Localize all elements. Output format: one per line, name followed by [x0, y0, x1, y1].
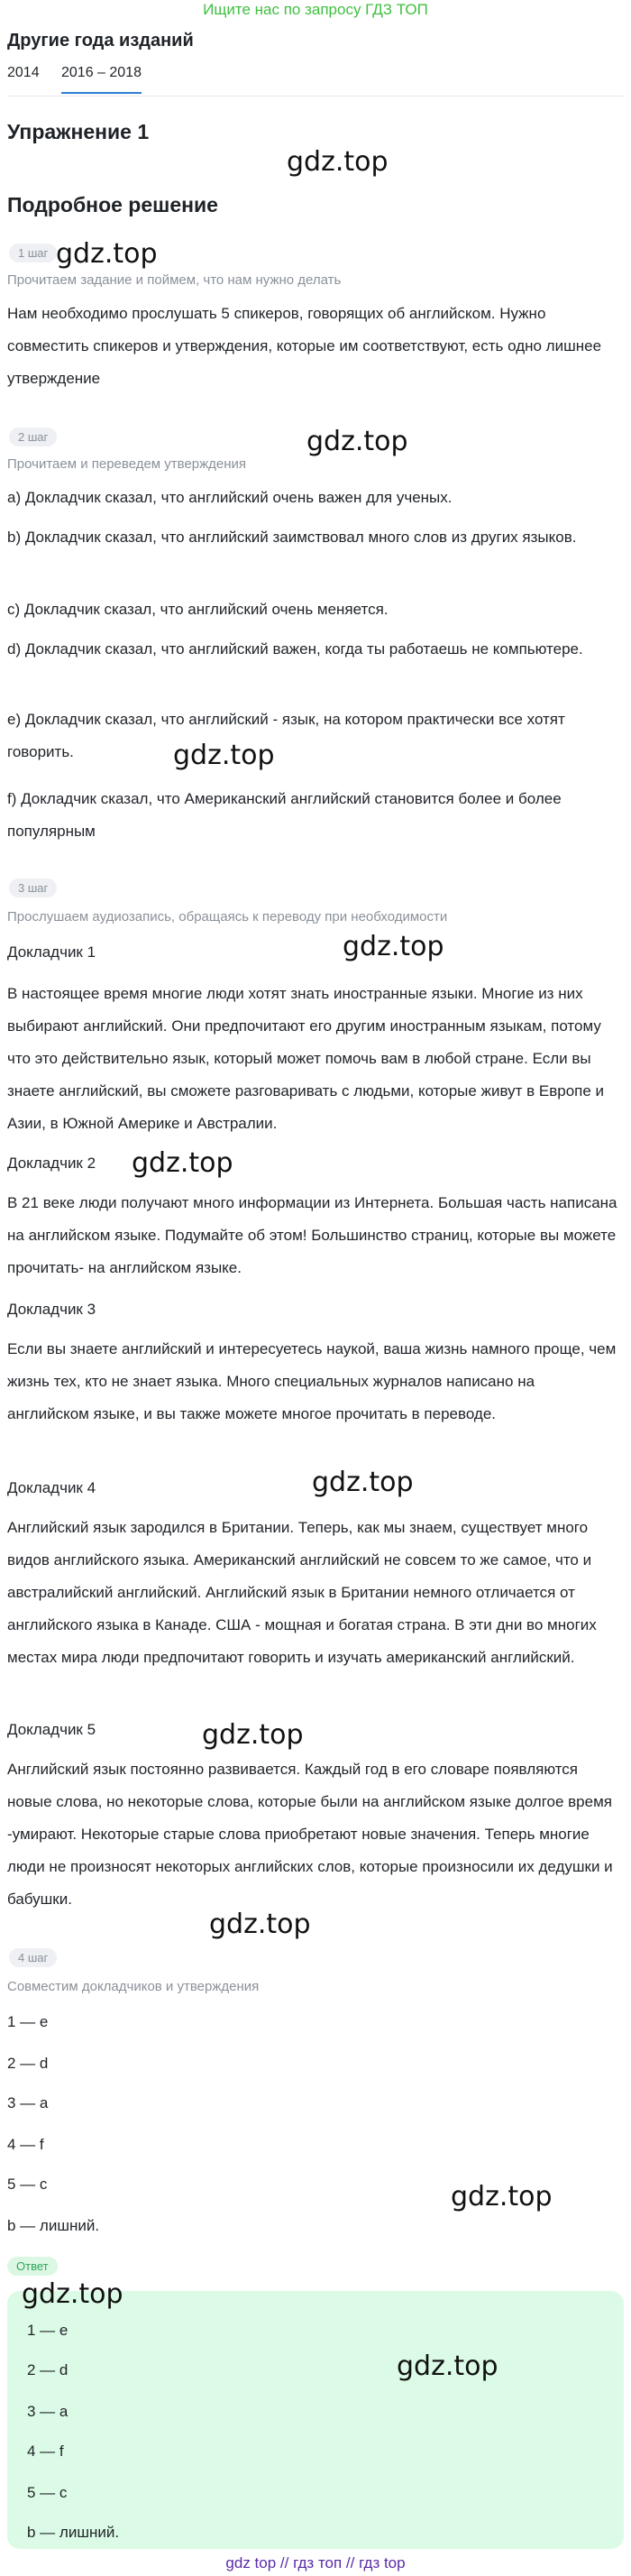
watermark: gdz.top — [202, 1719, 304, 1751]
answer-line: 2 — d — [27, 2361, 69, 2378]
answer-badge: Ответ — [7, 2257, 58, 2276]
step-subtitle: Совместим докладчиков и утверждения — [7, 1979, 260, 1994]
step-badge: 4 шаг — [9, 1948, 57, 1967]
statement-b: b) Докладчик сказал, что английский заимствовал много слов из других языков. — [7, 529, 577, 546]
watermark: gdz.top — [397, 2351, 498, 2382]
year-tab-2014[interactable]: 2014 — [7, 65, 40, 80]
detailed-solution-title: Подробное решение — [7, 193, 218, 216]
speaker-4-text: Английский язык зародился в Британии. Теперь, как мы знаем, существует много видов английского языка. Американский английский не совсем то же самое, что и австралийский английский. Английский язык в Британии немного отличается от английского языка в Канаде. США - мощная и богатая страна. В эти дни во многих местах мира люди предпочитают говорить и изучать американский английский. — [7, 1519, 597, 1666]
answer-line: 3 — a — [27, 2403, 69, 2420]
other-years-heading: Другие года изданий — [7, 31, 194, 51]
match-line: 2 — d — [7, 2055, 49, 2072]
speaker-5-text: Английский язык постоянно развивается. Каждый год в его словаре появляются новые слова, но некоторые слова, которые были на английском языке долгое время -умирают. Некоторые старые слова приобретают новые значения. Теперь многие люди не произносят некоторых английских слов, которые произносили их дедушки и бабушки. — [7, 1761, 613, 1908]
exercise-title: Упражнение 1 — [7, 120, 150, 143]
step-badge: 3 шаг — [9, 879, 57, 897]
watermark: gdz.top — [132, 1147, 233, 1179]
answer-box — [7, 2291, 624, 2549]
speaker-3-text: Если вы знаете английский и интересуетесь наукой, ваша жизнь намного проще, чем жизнь тех, кто не знает языка. Много специальных журналов написано на английском языке, и вы также можете многое прочитать в переводе. — [7, 1340, 617, 1422]
statement-e: e) Докладчик сказал, что английский - язык, на котором практически все хотят говорить. — [7, 711, 565, 760]
answer-line: b — лишний. — [27, 2524, 120, 2541]
speaker-2-label: Докладчик 2 — [7, 1155, 96, 1172]
years-divider — [7, 96, 624, 97]
watermark: gdz.top — [209, 1909, 311, 1940]
watermark: gdz.top — [312, 1467, 414, 1498]
match-line: 3 — a — [7, 2094, 49, 2111]
speaker-1-text: В настоящее время многие люди хотят знать иностранные языки. Многие из них выбирают английский. Они предпочитают его другим иностранным языкам, потому что это действительно язык, который может помочь вам в любой стране. Если вы знаете английский, вы сможете разговаривать с людьми, которые живут в Европе и Азии, в Южной Америке и Австралии. — [7, 985, 605, 1132]
watermark: gdz.top — [287, 146, 389, 178]
step-subtitle: Прочитаем и переведем утверждения — [7, 456, 247, 472]
watermark: gdz.top — [56, 238, 158, 270]
speaker-2-text: В 21 веке люди получают много информации из Интернета. Большая часть написана на английском языке. Подумайте об этом! Большинство страниц, которые вы можете прочитать- на английском языке. — [7, 1194, 617, 1276]
match-line: 5 — c — [7, 2176, 48, 2193]
step-badge: 2 шаг — [9, 428, 57, 446]
step-subtitle: Прослушаем аудиозапись, обращаясь к переводу при необходимости — [7, 909, 448, 925]
answer-line: 5 — c — [27, 2484, 68, 2501]
statement-a: a) Докладчик сказал, что английский очень важен для ученых. — [7, 489, 453, 506]
watermark: gdz.top — [343, 931, 444, 962]
step-badge: 1 шаг — [9, 244, 57, 262]
watermark: gdz.top — [22, 2278, 123, 2310]
search-banner: Ищите нас по запросу ГДЗ ТОП — [203, 1, 428, 18]
match-line: 1 — e — [7, 2013, 49, 2030]
watermark: gdz.top — [306, 426, 408, 457]
year-tab-2016-2018[interactable]: 2016 – 2018 — [61, 65, 142, 94]
speaker-3-label: Докладчик 3 — [7, 1301, 96, 1318]
match-line: 4 — f — [7, 2136, 44, 2153]
statement-d: d) Докладчик сказал, что английский важен, когда ты работаешь не компьютере. — [7, 640, 583, 658]
answer-line: 1 — e — [27, 2322, 69, 2339]
watermark: gdz.top — [173, 740, 275, 771]
speaker-5-label: Докладчик 5 — [7, 1721, 96, 1738]
watermark: gdz.top — [451, 2181, 553, 2213]
answer-line: 4 — f — [27, 2443, 64, 2460]
footer-links[interactable]: gdz top // гдз топ // гдз top — [225, 2554, 406, 2571]
speaker-4-label: Докладчик 4 — [7, 1479, 96, 1496]
speaker-1-label: Докладчик 1 — [7, 943, 96, 961]
step-subtitle: Прочитаем задание и поймем, что нам нужно делать — [7, 272, 342, 288]
statement-f: f) Докладчик сказал, что Американский английский становится более и более популярным — [7, 790, 562, 840]
step-text: Нам необходимо прослушать 5 спикеров, говорящих об английском. Нужно совместить спикеров и утверждения, которые им соответствуют, есть одно лишнее утверждение — [7, 305, 602, 387]
match-line: b — лишний. — [7, 2217, 100, 2234]
statement-c: c) Докладчик сказал, что английский очень меняется. — [7, 601, 389, 618]
